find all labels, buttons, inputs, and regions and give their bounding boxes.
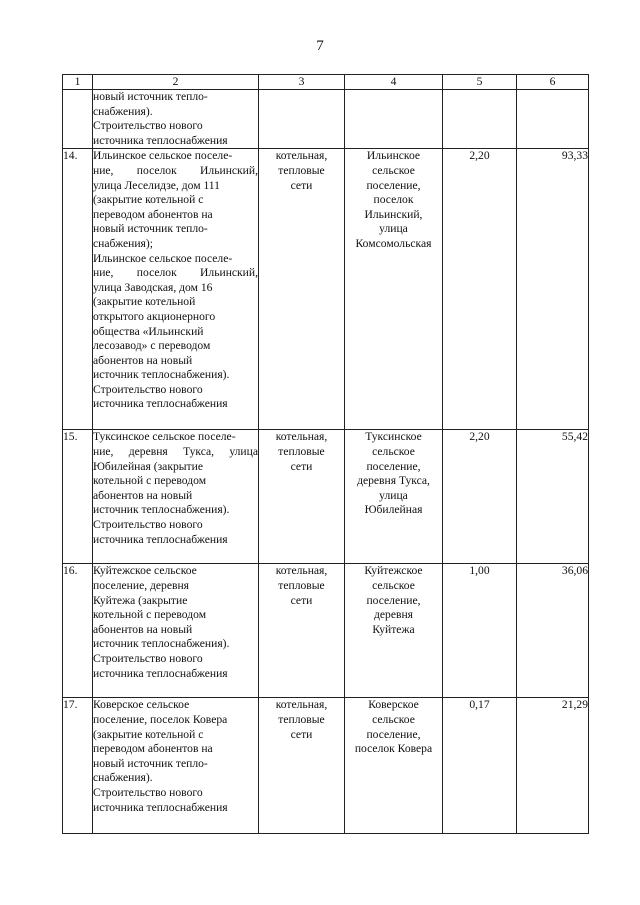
description-line: поселение, поселок Ковера — [93, 712, 228, 726]
location-line: улица — [379, 488, 408, 502]
object-type-line: сети — [290, 178, 313, 192]
value-column-5: 2,20 — [443, 149, 517, 430]
table-row — [63, 698, 589, 834]
object-type-line: котельная, — [275, 698, 328, 712]
object-type — [259, 698, 345, 834]
description-line: Туксинское сельское поселе- — [93, 430, 236, 444]
description-line: Коверское сельское — [93, 698, 190, 712]
description-line: новый источник тепло- — [93, 222, 208, 236]
location-line: Туксинское — [365, 430, 422, 444]
table-row — [63, 564, 589, 698]
object-type-line: тепловые — [278, 444, 325, 458]
description-line: источника теплоснабжения — [93, 532, 228, 546]
value-column-6: 93,33 — [517, 149, 589, 430]
description-line: котельной с переводом — [93, 474, 207, 488]
object-type — [259, 90, 345, 149]
value-column-6: 21,29 — [517, 698, 589, 834]
location-line: улица — [379, 222, 408, 236]
measure-description — [93, 698, 259, 834]
description-line: Строительство нового — [93, 382, 203, 396]
location-line: деревня — [374, 608, 413, 622]
description-line: новый источник тепло- — [93, 756, 208, 770]
column-number: 3 — [259, 75, 345, 90]
location-line: Куйтежское — [364, 564, 423, 578]
value-column-6 — [517, 90, 589, 149]
description-line: абонентов на новый — [93, 622, 193, 636]
page-number: 7 — [316, 38, 324, 54]
description-line: улица Леселидзе, дом 111 — [93, 178, 220, 192]
location-line: поселение, — [366, 727, 421, 741]
measure-description — [93, 430, 259, 564]
description-line: снабжения). — [93, 771, 153, 785]
table-row — [63, 430, 589, 564]
object-type-line: котельная, — [275, 564, 328, 578]
location-line: сельское — [372, 444, 415, 458]
measures-table — [62, 74, 589, 834]
value-column-5: 2,20 — [443, 430, 517, 564]
location-line: Комсомольская — [355, 236, 432, 250]
location — [345, 698, 443, 834]
description-line: котельной с переводом — [93, 608, 207, 622]
description-line: Строительство нового — [93, 651, 203, 665]
description-line: абонентов на новый — [93, 353, 193, 367]
description-line: ние, поселок Ильинский, — [93, 266, 258, 280]
location-line: Юбилейная — [364, 503, 423, 517]
description-line: источника теплоснабжения — [93, 666, 228, 680]
measure-description — [93, 149, 259, 430]
location — [345, 149, 443, 430]
object-type-line: котельная, — [275, 149, 328, 163]
measure-description — [93, 90, 259, 149]
location-line: Ильинское — [366, 149, 421, 163]
description-line: Куйтежское сельское — [93, 564, 197, 578]
description-line: поселение, деревня — [93, 578, 190, 592]
description-line: лесозавод» с переводом — [93, 339, 211, 353]
row-number: 16. — [63, 564, 93, 698]
location — [345, 564, 443, 698]
row-number: 14. — [63, 149, 93, 430]
location-line: сельское — [372, 578, 415, 592]
description-line: (закрытие котельной с — [93, 193, 204, 207]
column-number: 6 — [517, 75, 589, 90]
column-number: 5 — [443, 75, 517, 90]
table-row — [63, 149, 589, 430]
description-line: новый источник тепло- — [93, 90, 208, 103]
description-line: переводом абонентов на — [93, 207, 213, 221]
location-line: поселок Ковера — [354, 742, 433, 756]
description-line: (закрытие котельной — [93, 295, 196, 309]
location-line: поселение, — [366, 459, 421, 473]
description-line: Куйтежа (закрытие — [93, 593, 188, 607]
description-line: улица Заводская, дом 16 — [93, 280, 213, 294]
table-row — [63, 90, 589, 149]
object-type-line: сети — [290, 727, 313, 741]
description-line: Ильинское сельское поселе- — [93, 149, 233, 163]
object-type-line: тепловые — [278, 712, 325, 726]
value-column-6: 36,06 — [517, 564, 589, 698]
column-number: 1 — [63, 75, 93, 90]
measure-description — [93, 564, 259, 698]
description-line: переводом абонентов на — [93, 742, 213, 756]
row-number: 17. — [63, 698, 93, 834]
value-column-6: 55,42 — [517, 430, 589, 564]
location-line: поселение, — [366, 593, 421, 607]
object-type-line: тепловые — [278, 578, 325, 592]
description-line: источник теплоснабжения). — [93, 637, 230, 651]
description-line: источника теплоснабжения — [93, 133, 228, 147]
description-line: Ильинское сельское поселе- — [93, 251, 233, 265]
description-line: абонентов на новый — [93, 488, 193, 502]
object-type-line: тепловые — [278, 163, 325, 177]
location — [345, 90, 443, 149]
object-type-line: котельная, — [275, 430, 328, 444]
object-type — [259, 430, 345, 564]
description-line: ние, поселок Ильинский, — [93, 163, 258, 177]
description-line: снабжения); — [93, 236, 153, 250]
description-line: Строительство нового — [93, 517, 203, 531]
description-line: источник теплоснабжения). — [93, 368, 230, 382]
description-line: источника теплоснабжения — [93, 397, 228, 411]
object-type-line: сети — [290, 459, 313, 473]
row-number: 15. — [63, 430, 93, 564]
description-line: Строительство нового — [93, 785, 203, 799]
description-line: источника теплоснабжения — [93, 800, 228, 814]
column-number: 2 — [93, 75, 259, 90]
description-line: открытого акционерного — [93, 309, 216, 323]
description-line: Строительство нового — [93, 119, 203, 133]
value-column-5 — [443, 90, 517, 149]
value-column-5: 0,17 — [443, 698, 517, 834]
location-line: Куйтежа — [372, 622, 415, 636]
description-line: общества «Ильинский — [93, 324, 204, 338]
location-line: поселение, — [366, 178, 421, 192]
location-line: поселок — [373, 193, 414, 207]
row-number — [63, 90, 93, 149]
value-column-5: 1,00 — [443, 564, 517, 698]
location-line: сельское — [372, 712, 415, 726]
description-line: ние, деревня Тукса, улица — [93, 444, 258, 458]
description-line: снабжения). — [93, 104, 153, 118]
table-body — [63, 75, 589, 834]
location-line: Ильинский, — [364, 207, 423, 221]
location-line: Коверское — [368, 698, 419, 712]
description-line: (закрытие котельной с — [93, 727, 204, 741]
column-number: 4 — [345, 75, 443, 90]
column-number-row — [63, 75, 589, 90]
object-type-line: сети — [290, 593, 313, 607]
object-type — [259, 564, 345, 698]
location — [345, 430, 443, 564]
object-type — [259, 149, 345, 430]
location-line: деревня Тукса, — [357, 474, 430, 488]
description-line: Юбилейная (закрытие — [93, 459, 203, 473]
description-line: источник теплоснабжения). — [93, 503, 230, 517]
location-line: сельское — [372, 163, 415, 177]
